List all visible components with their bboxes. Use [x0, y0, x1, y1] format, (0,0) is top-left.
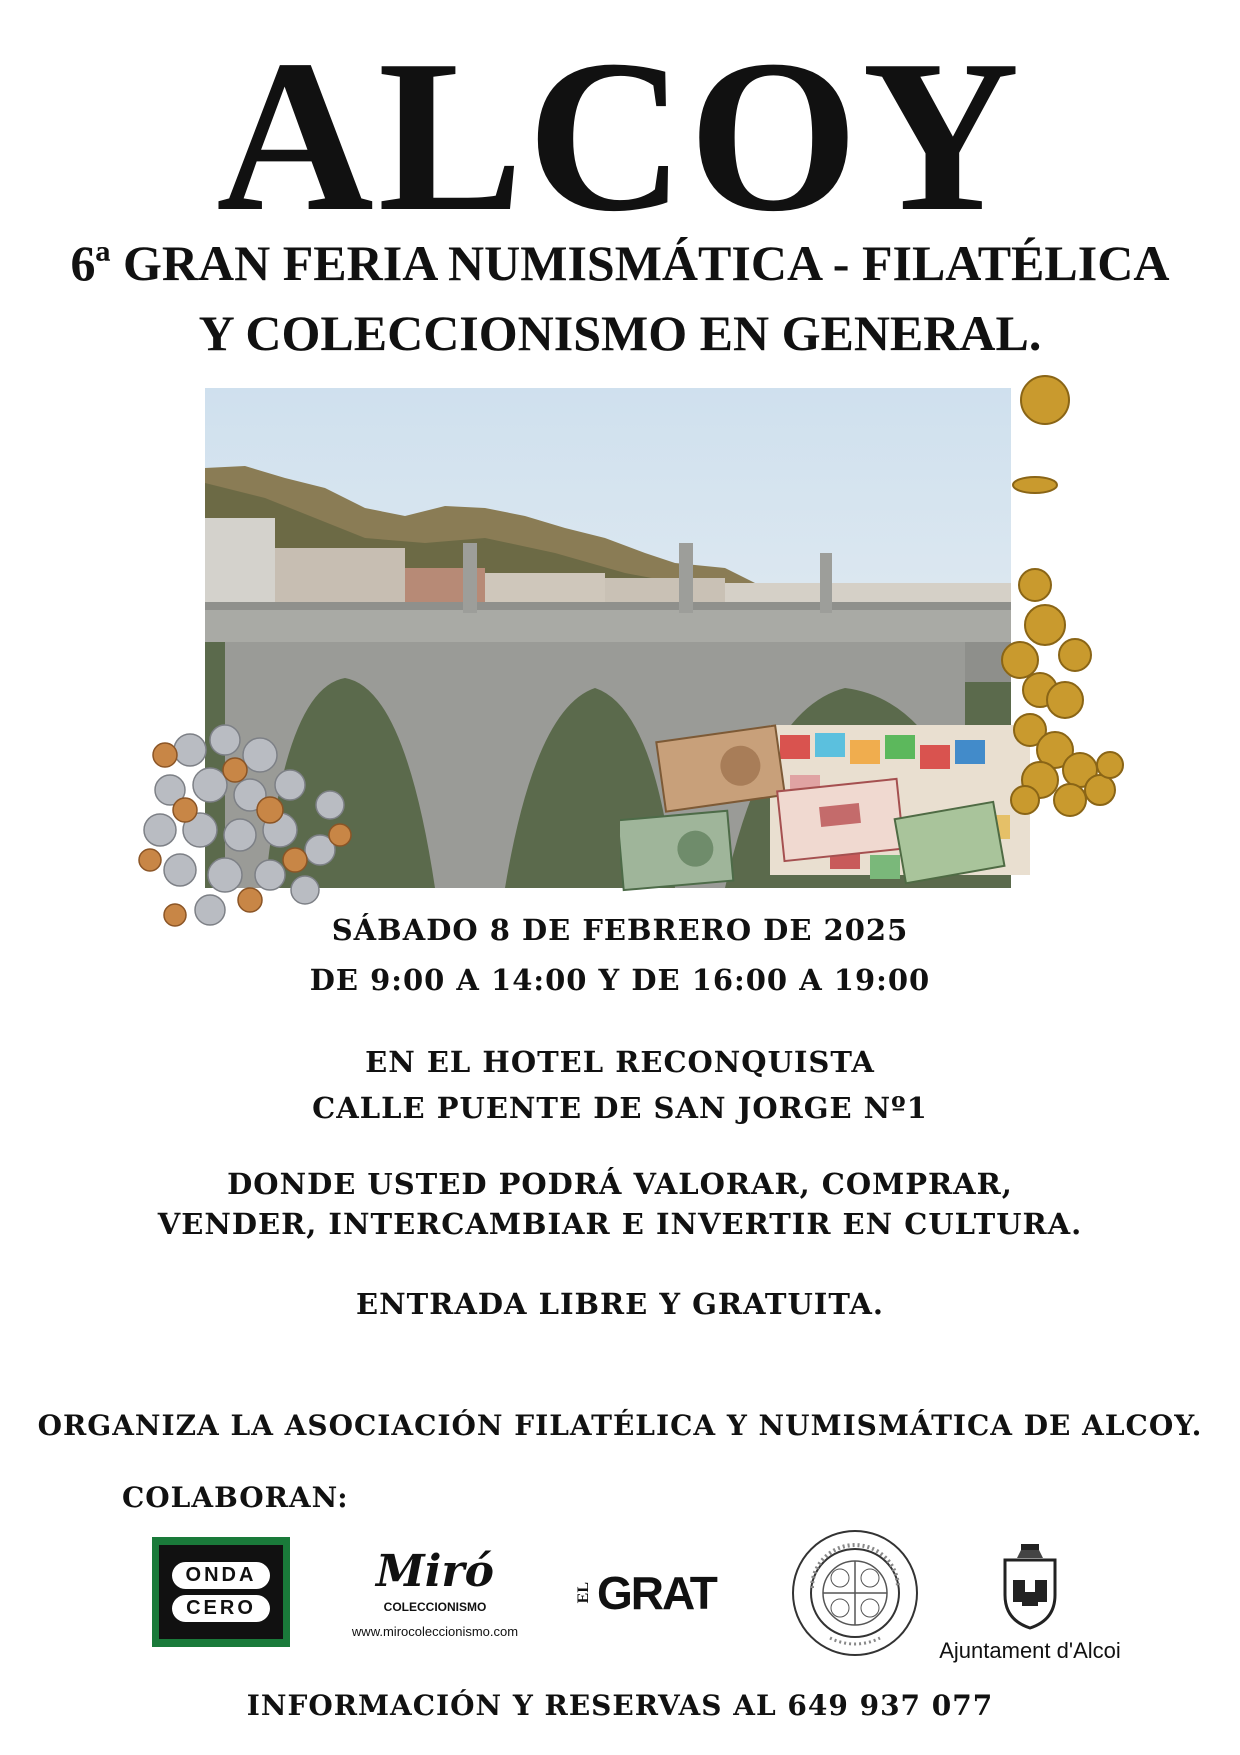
ajuntament-shield-icon — [995, 1540, 1065, 1630]
coin-pile — [130, 710, 370, 940]
contact-line: INFORMACIÓN Y RESERVAS AL 649 937 077 — [246, 1689, 994, 1722]
el-grat-name: GRAT — [597, 1567, 716, 1619]
onda-cero-line2: CERO — [172, 1595, 270, 1622]
poster-subtitle-line2: Y COLECCIONISMO EN GENERAL. — [198, 305, 1042, 361]
poster-title: ALCOY — [216, 16, 1024, 257]
event-date: SÁBADO 8 DE FEBRERO DE 2025 — [331, 913, 909, 947]
association-seal — [790, 1528, 920, 1658]
miro-script: Miró — [376, 1546, 494, 1597]
banknotes-and-stamps — [620, 705, 1040, 905]
event-description-line1: DONDE USTED PODRÁ VALORAR, COMPRAR, — [227, 1167, 1013, 1201]
ajuntament-logo — [935, 1540, 1125, 1670]
gold-coins — [990, 370, 1130, 870]
event-address: CALLE PUENTE DE SAN JORGE Nº1 — [312, 1091, 928, 1125]
ajuntament-name: Ajuntament d'Alcoi — [939, 1638, 1121, 1663]
event-entry: ENTRADA LIBRE Y GRATUITA. — [356, 1287, 884, 1321]
organizer-line: ORGANIZA LA ASOCIACIÓN FILATÉLICA Y NUMISMÁTICA DE ALCOY. — [37, 1409, 1203, 1442]
poster-subtitle-line1: 6ª GRAN FERIA NUMISMÁTICA - FILATÉLICA — [70, 235, 1170, 291]
miro-url: www.mirocoleccionismo.com — [351, 1624, 519, 1639]
building — [205, 518, 275, 608]
onda-cero-logo — [152, 1537, 290, 1647]
el-grat-prefix: EL — [575, 1582, 592, 1604]
el-grat-logo — [575, 1568, 765, 1618]
bridge-deck — [205, 608, 1011, 642]
collaborators-label: COLABORAN: — [122, 1481, 349, 1514]
miro-sub: COLECCIONISMO — [383, 1600, 487, 1614]
bridge-tower — [463, 543, 477, 613]
miro-logo — [320, 1546, 550, 1650]
event-hours: DE 9:00 A 14:00 Y DE 16:00 A 19:00 — [309, 963, 931, 997]
event-venue: EN EL HOTEL RECONQUISTA — [365, 1045, 875, 1079]
event-description-line2: VENDER, INTERCAMBIAR E INVERTIR EN CULTURA. — [157, 1207, 1083, 1241]
onda-cero-line1: ONDA — [172, 1562, 271, 1589]
